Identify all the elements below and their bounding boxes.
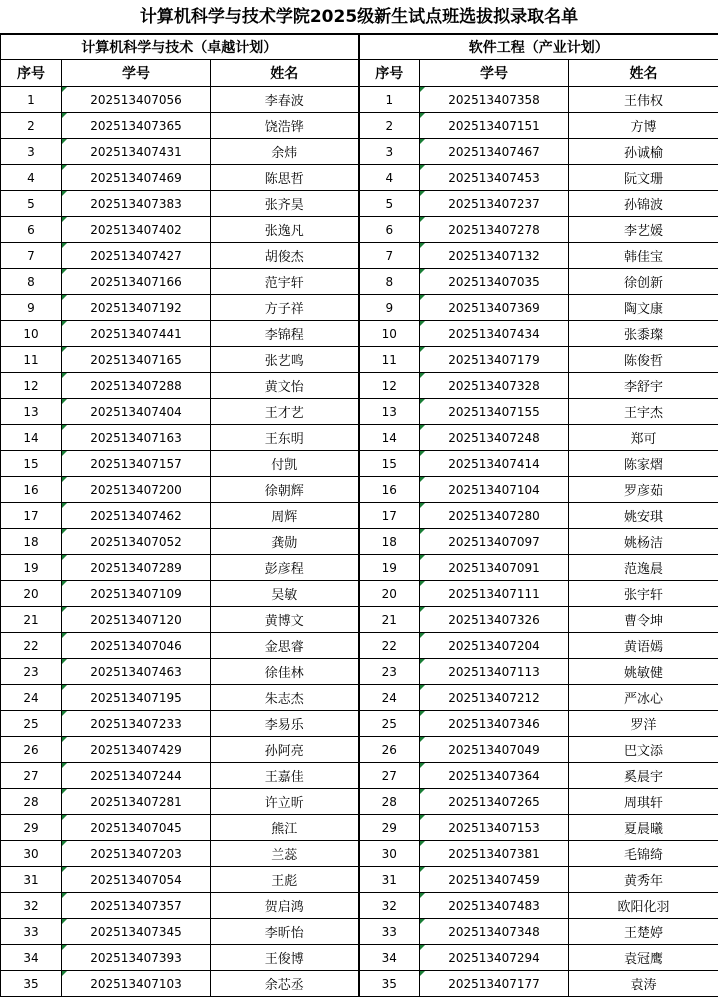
left-name-cell: 余炜 bbox=[211, 139, 359, 165]
right-seq-cell: 27 bbox=[359, 763, 420, 789]
left-seq-cell: 2 bbox=[1, 113, 62, 139]
group-title-left: 计算机科学与技术（卓越计划） bbox=[1, 35, 359, 60]
right-name-cell: 王伟权 bbox=[569, 87, 718, 113]
left-student-id-cell: 202513407462 bbox=[62, 503, 211, 529]
page-title: 计算机科学与技术学院2025级新生试点班选拔拟录取名单 bbox=[0, 0, 718, 34]
left-student-id-cell: 202513407192 bbox=[62, 295, 211, 321]
right-name-cell: 孙锦波 bbox=[569, 191, 718, 217]
left-name-cell: 熊江 bbox=[211, 815, 359, 841]
left-name-cell: 王才艺 bbox=[211, 399, 359, 425]
right-seq-cell: 24 bbox=[359, 685, 420, 711]
right-seq-cell: 28 bbox=[359, 789, 420, 815]
left-student-id-cell: 202513407393 bbox=[62, 945, 211, 971]
left-seq-cell: 21 bbox=[1, 607, 62, 633]
right-student-id-cell: 202513407132 bbox=[420, 243, 569, 269]
right-student-id-cell: 202513407459 bbox=[420, 867, 569, 893]
right-name-cell: 张宇轩 bbox=[569, 581, 718, 607]
right-name-cell: 周琪轩 bbox=[569, 789, 718, 815]
left-seq-cell: 28 bbox=[1, 789, 62, 815]
right-student-id-cell: 202513407204 bbox=[420, 633, 569, 659]
right-seq-cell: 3 bbox=[359, 139, 420, 165]
left-name-cell: 黄博文 bbox=[211, 607, 359, 633]
left-student-id-cell: 202513407244 bbox=[62, 763, 211, 789]
left-name-cell: 彭彦程 bbox=[211, 555, 359, 581]
right-name-cell: 陶文康 bbox=[569, 295, 718, 321]
right-name-cell: 姚安琪 bbox=[569, 503, 718, 529]
left-seq-cell: 11 bbox=[1, 347, 62, 373]
table-row bbox=[1, 503, 718, 529]
col-header-name-left: 姓名 bbox=[211, 60, 359, 87]
right-seq-cell: 2 bbox=[359, 113, 420, 139]
left-student-id-cell: 202513407120 bbox=[62, 607, 211, 633]
right-student-id-cell: 202513407212 bbox=[420, 685, 569, 711]
left-student-id-cell: 202513407103 bbox=[62, 971, 211, 997]
right-name-cell: 陈家熠 bbox=[569, 451, 718, 477]
right-seq-cell: 17 bbox=[359, 503, 420, 529]
left-seq-cell: 9 bbox=[1, 295, 62, 321]
table-row bbox=[1, 945, 718, 971]
left-name-cell: 李易乐 bbox=[211, 711, 359, 737]
left-seq-cell: 27 bbox=[1, 763, 62, 789]
right-name-cell: 袁冠鹰 bbox=[569, 945, 718, 971]
right-name-cell: 毛锦绮 bbox=[569, 841, 718, 867]
table-row bbox=[1, 217, 718, 243]
right-name-cell: 李舒宇 bbox=[569, 373, 718, 399]
right-student-id-cell: 202513407091 bbox=[420, 555, 569, 581]
left-seq-cell: 19 bbox=[1, 555, 62, 581]
left-seq-cell: 33 bbox=[1, 919, 62, 945]
right-student-id-cell: 202513407278 bbox=[420, 217, 569, 243]
right-student-id-cell: 202513407369 bbox=[420, 295, 569, 321]
left-student-id-cell: 202513407357 bbox=[62, 893, 211, 919]
left-seq-cell: 1 bbox=[1, 87, 62, 113]
right-seq-cell: 31 bbox=[359, 867, 420, 893]
right-seq-cell: 33 bbox=[359, 919, 420, 945]
left-name-cell: 王彪 bbox=[211, 867, 359, 893]
left-student-id-cell: 202513407429 bbox=[62, 737, 211, 763]
right-name-cell: 巴文添 bbox=[569, 737, 718, 763]
right-name-cell: 罗洋 bbox=[569, 711, 718, 737]
table-row bbox=[1, 347, 718, 373]
left-name-cell: 兰蕊 bbox=[211, 841, 359, 867]
table-row bbox=[1, 633, 718, 659]
table-row bbox=[1, 581, 718, 607]
table-row bbox=[1, 607, 718, 633]
table-row bbox=[1, 425, 718, 451]
admission-table bbox=[0, 34, 718, 997]
right-student-id-cell: 202513407049 bbox=[420, 737, 569, 763]
right-seq-cell: 35 bbox=[359, 971, 420, 997]
left-name-cell: 孙阿亮 bbox=[211, 737, 359, 763]
right-seq-cell: 29 bbox=[359, 815, 420, 841]
right-seq-cell: 4 bbox=[359, 165, 420, 191]
left-seq-cell: 32 bbox=[1, 893, 62, 919]
left-seq-cell: 18 bbox=[1, 529, 62, 555]
left-name-cell: 余芯丞 bbox=[211, 971, 359, 997]
right-name-cell: 阮文珊 bbox=[569, 165, 718, 191]
right-name-cell: 徐创新 bbox=[569, 269, 718, 295]
left-student-id-cell: 202513407056 bbox=[62, 87, 211, 113]
right-seq-cell: 22 bbox=[359, 633, 420, 659]
right-name-cell: 张黍璨 bbox=[569, 321, 718, 347]
table-row bbox=[1, 191, 718, 217]
right-student-id-cell: 202513407104 bbox=[420, 477, 569, 503]
left-seq-cell: 5 bbox=[1, 191, 62, 217]
left-name-cell: 吴敏 bbox=[211, 581, 359, 607]
left-student-id-cell: 202513407045 bbox=[62, 815, 211, 841]
right-student-id-cell: 202513407177 bbox=[420, 971, 569, 997]
left-name-cell: 付凯 bbox=[211, 451, 359, 477]
right-name-cell: 范逸晨 bbox=[569, 555, 718, 581]
left-seq-cell: 34 bbox=[1, 945, 62, 971]
table-row bbox=[1, 373, 718, 399]
right-name-cell: 王楚婷 bbox=[569, 919, 718, 945]
left-name-cell: 金思睿 bbox=[211, 633, 359, 659]
left-seq-cell: 20 bbox=[1, 581, 62, 607]
table-row bbox=[1, 893, 718, 919]
left-seq-cell: 31 bbox=[1, 867, 62, 893]
right-seq-cell: 20 bbox=[359, 581, 420, 607]
right-seq-cell: 13 bbox=[359, 399, 420, 425]
left-student-id-cell: 202513407157 bbox=[62, 451, 211, 477]
left-seq-cell: 17 bbox=[1, 503, 62, 529]
left-student-id-cell: 202513407163 bbox=[62, 425, 211, 451]
right-student-id-cell: 202513407155 bbox=[420, 399, 569, 425]
table-row bbox=[1, 737, 718, 763]
left-student-id-cell: 202513407165 bbox=[62, 347, 211, 373]
group-header-row bbox=[1, 35, 718, 60]
right-student-id-cell: 202513407294 bbox=[420, 945, 569, 971]
right-seq-cell: 8 bbox=[359, 269, 420, 295]
left-student-id-cell: 202513407345 bbox=[62, 919, 211, 945]
right-seq-cell: 34 bbox=[359, 945, 420, 971]
right-name-cell: 曹令坤 bbox=[569, 607, 718, 633]
right-student-id-cell: 202513407237 bbox=[420, 191, 569, 217]
left-seq-cell: 8 bbox=[1, 269, 62, 295]
table-row bbox=[1, 477, 718, 503]
left-student-id-cell: 202513407052 bbox=[62, 529, 211, 555]
right-seq-cell: 11 bbox=[359, 347, 420, 373]
right-student-id-cell: 202513407358 bbox=[420, 87, 569, 113]
right-student-id-cell: 202513407151 bbox=[420, 113, 569, 139]
right-name-cell: 李艺媛 bbox=[569, 217, 718, 243]
right-student-id-cell: 202513407153 bbox=[420, 815, 569, 841]
right-student-id-cell: 202513407467 bbox=[420, 139, 569, 165]
table-row bbox=[1, 139, 718, 165]
table-row bbox=[1, 841, 718, 867]
right-student-id-cell: 202513407453 bbox=[420, 165, 569, 191]
left-name-cell: 徐佳林 bbox=[211, 659, 359, 685]
right-student-id-cell: 202513407111 bbox=[420, 581, 569, 607]
table-row bbox=[1, 919, 718, 945]
left-name-cell: 范宇轩 bbox=[211, 269, 359, 295]
right-student-id-cell: 202513407097 bbox=[420, 529, 569, 555]
right-name-cell: 欧阳化羽 bbox=[569, 893, 718, 919]
right-name-cell: 奚晨宇 bbox=[569, 763, 718, 789]
right-seq-cell: 19 bbox=[359, 555, 420, 581]
left-seq-cell: 29 bbox=[1, 815, 62, 841]
right-student-id-cell: 202513407348 bbox=[420, 919, 569, 945]
right-student-id-cell: 202513407483 bbox=[420, 893, 569, 919]
right-name-cell: 黄秀年 bbox=[569, 867, 718, 893]
table-row bbox=[1, 321, 718, 347]
right-name-cell: 黄语嫣 bbox=[569, 633, 718, 659]
column-header-row bbox=[1, 60, 718, 87]
left-seq-cell: 13 bbox=[1, 399, 62, 425]
right-seq-cell: 12 bbox=[359, 373, 420, 399]
left-name-cell: 朱志杰 bbox=[211, 685, 359, 711]
table-row bbox=[1, 659, 718, 685]
left-name-cell: 陈思哲 bbox=[211, 165, 359, 191]
left-student-id-cell: 202513407195 bbox=[62, 685, 211, 711]
table-row bbox=[1, 451, 718, 477]
left-seq-cell: 35 bbox=[1, 971, 62, 997]
left-name-cell: 张艺鸣 bbox=[211, 347, 359, 373]
table-row bbox=[1, 269, 718, 295]
right-student-id-cell: 202513407364 bbox=[420, 763, 569, 789]
col-header-name-right: 姓名 bbox=[569, 60, 718, 87]
left-name-cell: 张逸凡 bbox=[211, 217, 359, 243]
right-student-id-cell: 202513407381 bbox=[420, 841, 569, 867]
right-seq-cell: 30 bbox=[359, 841, 420, 867]
right-name-cell: 方博 bbox=[569, 113, 718, 139]
left-name-cell: 黄文怡 bbox=[211, 373, 359, 399]
left-name-cell: 王俊博 bbox=[211, 945, 359, 971]
right-seq-cell: 15 bbox=[359, 451, 420, 477]
left-seq-cell: 30 bbox=[1, 841, 62, 867]
right-name-cell: 姚杨洁 bbox=[569, 529, 718, 555]
right-student-id-cell: 202513407326 bbox=[420, 607, 569, 633]
left-seq-cell: 15 bbox=[1, 451, 62, 477]
right-name-cell: 郑可 bbox=[569, 425, 718, 451]
table-row bbox=[1, 113, 718, 139]
left-seq-cell: 23 bbox=[1, 659, 62, 685]
left-student-id-cell: 202513407463 bbox=[62, 659, 211, 685]
right-student-id-cell: 202513407248 bbox=[420, 425, 569, 451]
left-student-id-cell: 202513407431 bbox=[62, 139, 211, 165]
right-name-cell: 韩佳宝 bbox=[569, 243, 718, 269]
right-student-id-cell: 202513407113 bbox=[420, 659, 569, 685]
left-name-cell: 王嘉佳 bbox=[211, 763, 359, 789]
left-student-id-cell: 202513407203 bbox=[62, 841, 211, 867]
left-student-id-cell: 202513407233 bbox=[62, 711, 211, 737]
left-name-cell: 张齐昊 bbox=[211, 191, 359, 217]
right-student-id-cell: 202513407265 bbox=[420, 789, 569, 815]
right-student-id-cell: 202513407328 bbox=[420, 373, 569, 399]
left-seq-cell: 25 bbox=[1, 711, 62, 737]
group-title-right: 软件工程（产业计划） bbox=[359, 35, 718, 60]
col-header-sid-right: 学号 bbox=[420, 60, 569, 87]
left-name-cell: 李锦程 bbox=[211, 321, 359, 347]
left-name-cell: 李昕怡 bbox=[211, 919, 359, 945]
right-name-cell: 孙诚榆 bbox=[569, 139, 718, 165]
left-student-id-cell: 202513407054 bbox=[62, 867, 211, 893]
table-row bbox=[1, 815, 718, 841]
left-seq-cell: 26 bbox=[1, 737, 62, 763]
table-row bbox=[1, 971, 718, 997]
col-header-seq-left: 序号 bbox=[1, 60, 62, 87]
right-name-cell: 罗彦茹 bbox=[569, 477, 718, 503]
left-student-id-cell: 202513407281 bbox=[62, 789, 211, 815]
right-seq-cell: 10 bbox=[359, 321, 420, 347]
table-row bbox=[1, 295, 718, 321]
table-row bbox=[1, 711, 718, 737]
table-row bbox=[1, 867, 718, 893]
right-seq-cell: 18 bbox=[359, 529, 420, 555]
right-seq-cell: 21 bbox=[359, 607, 420, 633]
right-name-cell: 姚敏健 bbox=[569, 659, 718, 685]
left-seq-cell: 14 bbox=[1, 425, 62, 451]
right-name-cell: 严冰心 bbox=[569, 685, 718, 711]
left-student-id-cell: 202513407404 bbox=[62, 399, 211, 425]
table-row bbox=[1, 529, 718, 555]
table-row bbox=[1, 87, 718, 113]
left-name-cell: 王东明 bbox=[211, 425, 359, 451]
right-seq-cell: 32 bbox=[359, 893, 420, 919]
left-name-cell: 李春波 bbox=[211, 87, 359, 113]
left-seq-cell: 22 bbox=[1, 633, 62, 659]
left-student-id-cell: 202513407166 bbox=[62, 269, 211, 295]
right-seq-cell: 1 bbox=[359, 87, 420, 113]
right-seq-cell: 23 bbox=[359, 659, 420, 685]
table-row bbox=[1, 165, 718, 191]
left-seq-cell: 10 bbox=[1, 321, 62, 347]
left-student-id-cell: 202513407046 bbox=[62, 633, 211, 659]
table-row bbox=[1, 685, 718, 711]
left-seq-cell: 3 bbox=[1, 139, 62, 165]
right-seq-cell: 25 bbox=[359, 711, 420, 737]
right-student-id-cell: 202513407434 bbox=[420, 321, 569, 347]
right-seq-cell: 5 bbox=[359, 191, 420, 217]
left-name-cell: 饶浩铧 bbox=[211, 113, 359, 139]
right-name-cell: 陈俊哲 bbox=[569, 347, 718, 373]
table-row bbox=[1, 555, 718, 581]
right-seq-cell: 6 bbox=[359, 217, 420, 243]
left-student-id-cell: 202513407288 bbox=[62, 373, 211, 399]
left-student-id-cell: 202513407289 bbox=[62, 555, 211, 581]
right-seq-cell: 14 bbox=[359, 425, 420, 451]
right-seq-cell: 26 bbox=[359, 737, 420, 763]
left-student-id-cell: 202513407402 bbox=[62, 217, 211, 243]
right-seq-cell: 7 bbox=[359, 243, 420, 269]
right-student-id-cell: 202513407414 bbox=[420, 451, 569, 477]
left-name-cell: 徐朝辉 bbox=[211, 477, 359, 503]
table-row bbox=[1, 399, 718, 425]
left-student-id-cell: 202513407109 bbox=[62, 581, 211, 607]
right-name-cell: 王宇杰 bbox=[569, 399, 718, 425]
right-student-id-cell: 202513407346 bbox=[420, 711, 569, 737]
left-name-cell: 胡俊杰 bbox=[211, 243, 359, 269]
left-seq-cell: 16 bbox=[1, 477, 62, 503]
left-student-id-cell: 202513407200 bbox=[62, 477, 211, 503]
left-name-cell: 周辉 bbox=[211, 503, 359, 529]
left-student-id-cell: 202513407441 bbox=[62, 321, 211, 347]
col-header-sid-left: 学号 bbox=[62, 60, 211, 87]
table-row bbox=[1, 789, 718, 815]
left-student-id-cell: 202513407383 bbox=[62, 191, 211, 217]
left-student-id-cell: 202513407427 bbox=[62, 243, 211, 269]
left-name-cell: 贺启鸿 bbox=[211, 893, 359, 919]
left-name-cell: 方子祥 bbox=[211, 295, 359, 321]
left-seq-cell: 12 bbox=[1, 373, 62, 399]
right-student-id-cell: 202513407280 bbox=[420, 503, 569, 529]
right-student-id-cell: 202513407179 bbox=[420, 347, 569, 373]
left-seq-cell: 24 bbox=[1, 685, 62, 711]
right-student-id-cell: 202513407035 bbox=[420, 269, 569, 295]
left-seq-cell: 6 bbox=[1, 217, 62, 243]
right-name-cell: 袁涛 bbox=[569, 971, 718, 997]
right-seq-cell: 16 bbox=[359, 477, 420, 503]
left-seq-cell: 7 bbox=[1, 243, 62, 269]
left-seq-cell: 4 bbox=[1, 165, 62, 191]
right-name-cell: 夏晨曦 bbox=[569, 815, 718, 841]
right-seq-cell: 9 bbox=[359, 295, 420, 321]
left-name-cell: 许立昕 bbox=[211, 789, 359, 815]
left-name-cell: 龚勋 bbox=[211, 529, 359, 555]
col-header-seq-right: 序号 bbox=[359, 60, 420, 87]
left-student-id-cell: 202513407469 bbox=[62, 165, 211, 191]
left-student-id-cell: 202513407365 bbox=[62, 113, 211, 139]
table-row bbox=[1, 763, 718, 789]
table-row bbox=[1, 243, 718, 269]
